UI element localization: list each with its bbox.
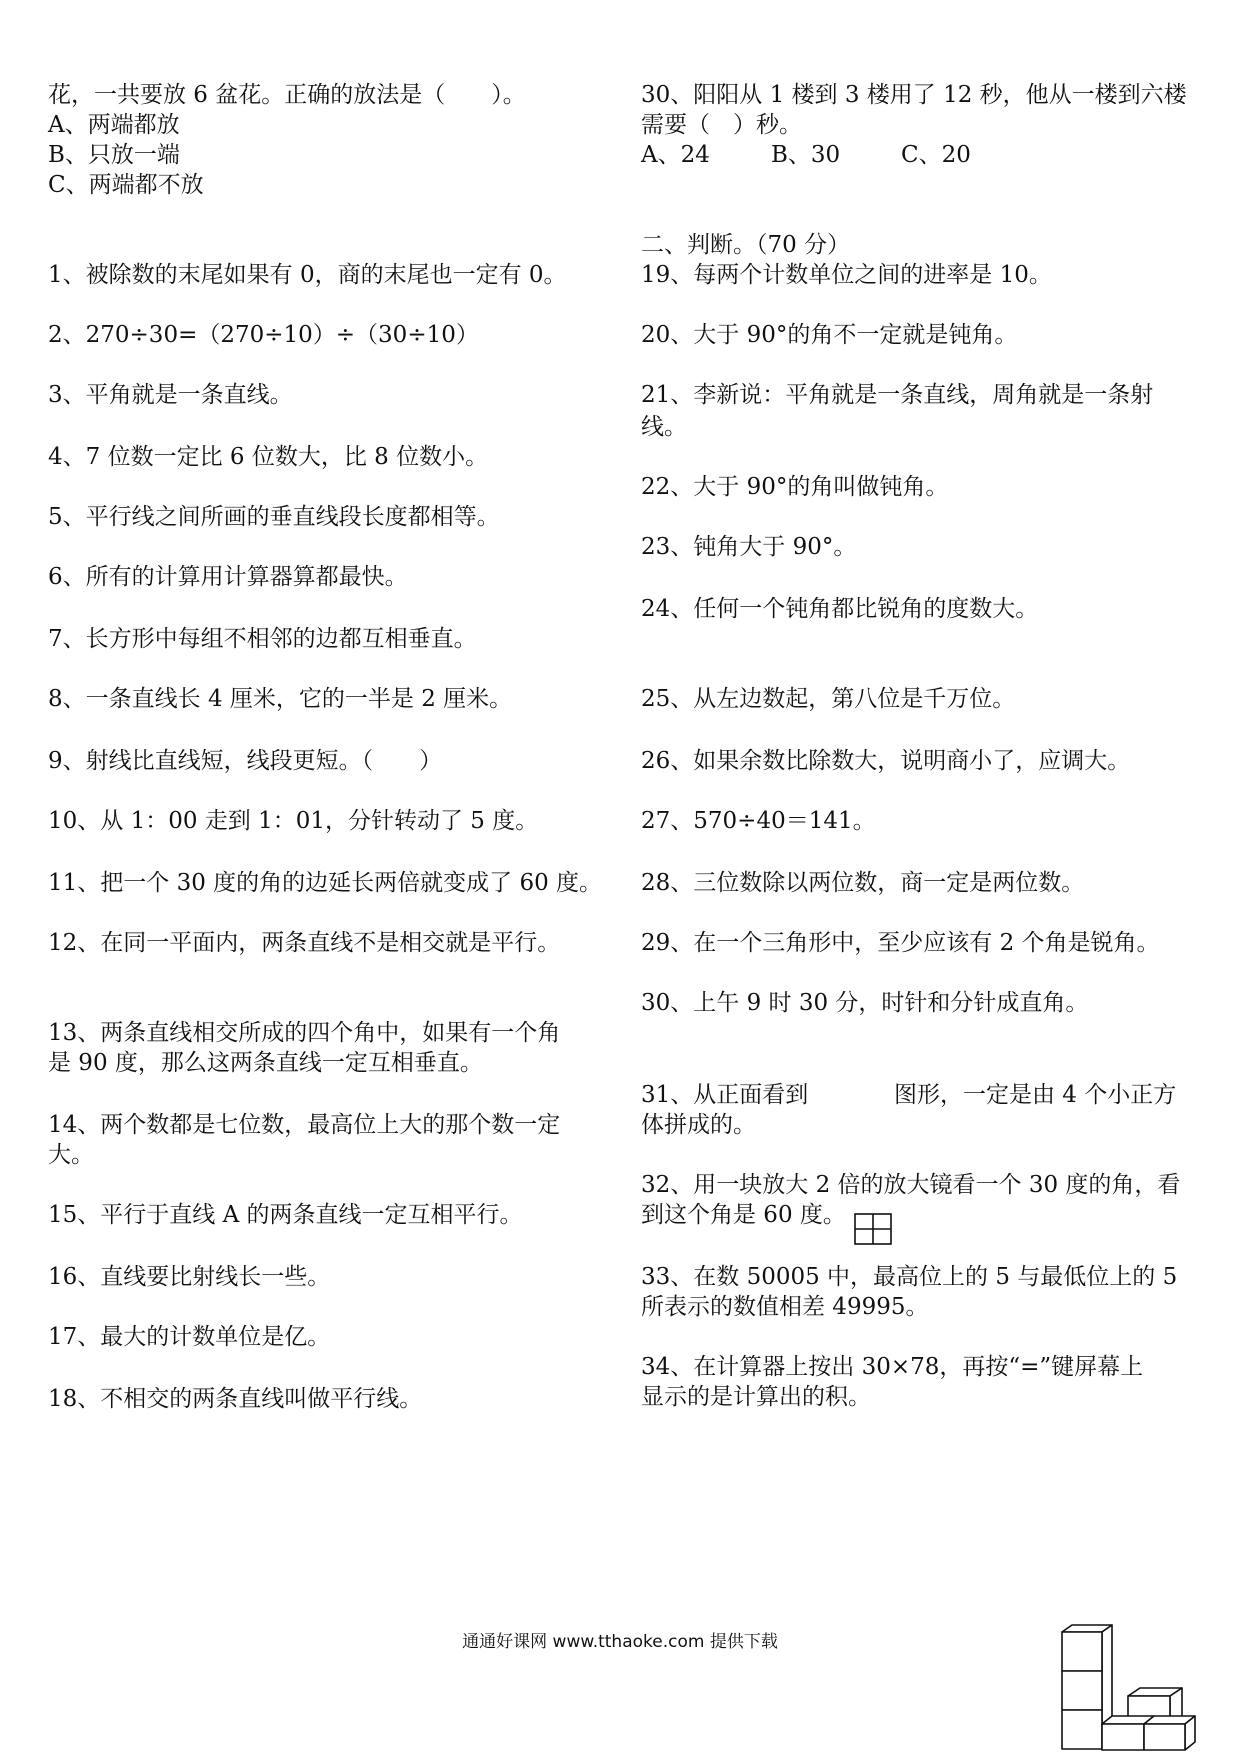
question-13-line1: 13、两条直线相交所成的四个角中，如果有一个角	[48, 1020, 561, 1046]
question-33-line1: 33、在数 50005 中，最高位上的 5 与最低位上的 5	[641, 1264, 1178, 1290]
question-20: 20、大于 90°的角不一定就是钝角。	[641, 322, 1018, 348]
question-15: 15、平行于直线 A 的两条直线一定互相平行。	[48, 1202, 523, 1228]
question-23: 23、钝角大于 90°。	[641, 534, 857, 560]
question-continuation: 花，一共要放 6 盆花。正确的放法是（ ）。	[48, 82, 526, 108]
question-28: 28、三位数除以两位数，商一定是两位数。	[641, 870, 1085, 896]
section-title: 二、判断。（70 分）	[641, 232, 851, 258]
question-25: 25、从左边数起，第八位是千万位。	[641, 686, 1016, 712]
question-13-line2: 是 90 度，那么这两条直线一定互相垂直。	[48, 1050, 483, 1076]
question-6: 6、所有的计算用计算器算都最快。	[48, 564, 408, 590]
question-31-line2: 体拼成的。	[641, 1112, 756, 1138]
question-3: 3、平角就是一条直线。	[48, 382, 293, 408]
question-14-line2: 大。	[48, 1142, 94, 1168]
question-10: 10、从 1：00 走到 1：01，分针转动了 5 度。	[48, 808, 539, 834]
question-11: 11、把一个 30 度的角的边延长两倍就变成了 60 度。	[48, 870, 603, 896]
question-33-line2: 所表示的数值相差 49995。	[641, 1294, 929, 1320]
question-14-line1: 14、两个数都是七位数，最高位上大的那个数一定	[48, 1112, 561, 1138]
question-19: 19、每两个计数单位之间的进率是 10。	[641, 262, 1052, 288]
question-30-mc-line2: 需要（ ）秒。	[641, 112, 802, 138]
question-9: 9、射线比直线短，线段更短。（ ）	[48, 748, 443, 774]
four-square-grid-icon	[854, 1213, 892, 1245]
footer-download-credit: 通通好课网 www.tthaoke.com 提供下载	[462, 1632, 778, 1652]
cube-stack-icon	[1050, 1624, 1200, 1752]
question-29: 29、在一个三角形中，至少应该有 2 个角是锐角。	[641, 930, 1160, 956]
question-30: 30、上午 9 时 30 分，时针和分针成直角。	[641, 990, 1089, 1016]
option-a: A、24	[641, 142, 710, 168]
option-b: B、只放一端	[48, 142, 180, 168]
question-18: 18、不相交的两条直线叫做平行线。	[48, 1386, 423, 1412]
question-31-part2: 图形，一定是由 4 个小正方	[894, 1082, 1177, 1108]
question-7: 7、长方形中每组不相邻的边都互相垂直。	[48, 626, 477, 652]
question-4: 4、7 位数一定比 6 位数大，比 8 位数小。	[48, 444, 489, 470]
question-27: 27、570÷40＝141。	[641, 808, 876, 834]
question-8: 8、一条直线长 4 厘米，它的一半是 2 厘米。	[48, 686, 513, 712]
question-2: 2、270÷30=（270÷10）÷（30÷10）	[48, 322, 479, 348]
option-c: C、两端都不放	[48, 172, 204, 198]
question-32-line2: 到这个角是 60 度。	[641, 1202, 846, 1228]
option-b: B、30	[771, 142, 841, 168]
question-5: 5、平行线之间所画的垂直线段长度都相等。	[48, 504, 500, 530]
question-34-line2: 显示的是计算出的积。	[641, 1384, 871, 1410]
question-16: 16、直线要比射线长一些。	[48, 1264, 331, 1290]
question-1: 1、被除数的末尾如果有 0，商的末尾也一定有 0。	[48, 262, 567, 288]
option-c: C、20	[901, 142, 971, 168]
option-a: A、两端都放	[48, 112, 180, 138]
question-31-part1: 31、从正面看到	[641, 1082, 809, 1108]
question-22: 22、大于 90°的角叫做钝角。	[641, 474, 949, 500]
question-24: 24、任何一个钝角都比锐角的度数大。	[641, 596, 1039, 622]
question-17: 17、最大的计数单位是亿。	[48, 1324, 331, 1350]
question-32-line1: 32、用一块放大 2 倍的放大镜看一个 30 度的角，看	[641, 1172, 1181, 1198]
question-34-line1: 34、在计算器上按出 30×78，再按“=”键屏幕上	[641, 1354, 1144, 1380]
question-21-line2: 线。	[641, 414, 687, 440]
question-30-mc-line1: 30、阳阳从 1 楼到 3 楼用了 12 秒，他从一楼到六楼	[641, 82, 1187, 108]
question-12: 12、在同一平面内，两条直线不是相交就是平行。	[48, 930, 561, 956]
question-26: 26、如果余数比除数大，说明商小了，应调大。	[641, 748, 1131, 774]
question-21-line1: 21、李新说：平角就是一条直线，周角就是一条射	[641, 382, 1154, 408]
